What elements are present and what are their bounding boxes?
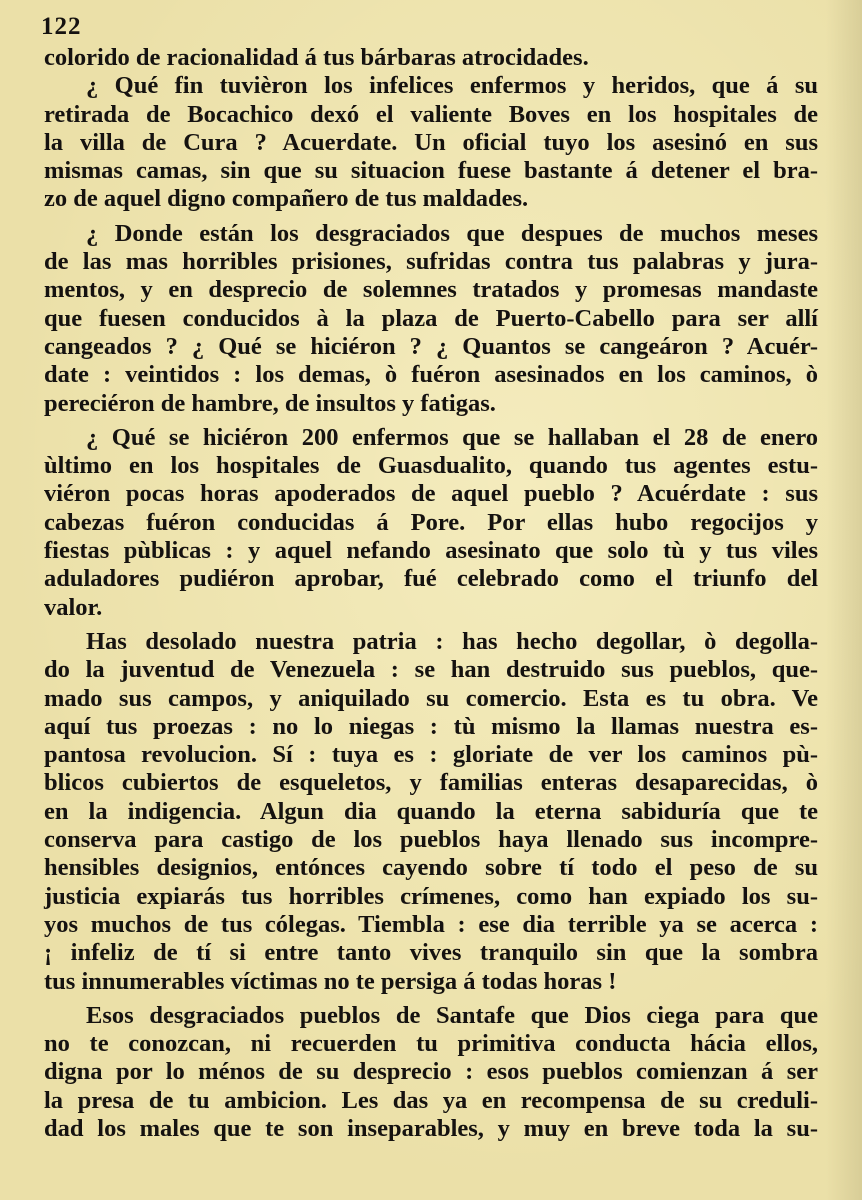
- page-edge-shadow: [826, 0, 862, 1200]
- text-line: pantosa revolucion. Sí : tuya es : gloriate de ver los caminos pù-: [44, 741, 818, 769]
- text-line: hensibles designios, entónces cayendo sobre tí todo el peso de su: [44, 854, 818, 882]
- text-line: aduladores pudiéron aprobar, fué celebrado como el triunfo del: [44, 565, 818, 593]
- text-line: cabezas fuéron conducidas á Pore. Por ellas hubo regocijos y: [44, 508, 818, 536]
- text-line: Has desolado nuestra patria : has hecho degollar, ò degolla-: [86, 627, 818, 655]
- text-line: ¿ Qué se hiciéron 200 enfermos que se hallaban el 28 de enero: [86, 423, 818, 451]
- text-line: mado sus campos, y aniquilado su comercio. Esta es tu obra. Ve: [44, 684, 818, 712]
- text-line: dad los males que te son inseparables, y muy en breve toda la su-: [44, 1114, 818, 1142]
- text-line: valor.: [44, 593, 103, 621]
- text-line: mismas camas, sin que su situacion fuese bastante á detener el bra-: [44, 157, 818, 185]
- text-line: que fuesen conducidos à la plaza de Puerto-Cabello para ser allí: [44, 304, 818, 332]
- text-line: justicia expiarás tus horribles crímenes, como han expiado los su-: [44, 882, 818, 910]
- text-line: Esos desgraciados pueblos de Santafe que Dios ciega para que: [86, 1001, 818, 1029]
- text-line: la villa de Cura ? Acuerdate. Un oficial tuyo los asesinó en sus: [44, 128, 818, 156]
- text-line: viéron pocas horas apoderados de aquel pueblo ? Acuérdate : sus: [44, 480, 818, 508]
- text-line: digna por lo ménos de su desprecio : esos pueblos comienzan á ser: [44, 1058, 818, 1086]
- text-line: zo de aquel digno compañero de tus maldades.: [44, 185, 529, 213]
- text-line: ¿ Qué fin tuvièron los infelices enfermos y heridos, que á su: [86, 72, 818, 100]
- text-line: mentos, y en desprecio de solemnes tratados y promesas mandaste: [44, 276, 818, 304]
- text-line: do la juventud de Venezuela : se han destruido sus pueblos, que-: [44, 656, 818, 684]
- text-line: de las mas horribles prisiones, sufridas contra tus palabras y jura-: [44, 248, 818, 276]
- text-line: colorido de racionalidad á tus bárbaras atrocidades.: [44, 44, 589, 71]
- text-line: conserva para castigo de los pueblos haya llenado sus incompre-: [44, 826, 818, 854]
- text-line: blicos cubiertos de esqueletos, y familias enteras desaparecidas, ò: [44, 769, 818, 797]
- page-number: 122: [41, 13, 82, 40]
- text-line: cangeados ? ¿ Qué se hiciéron ? ¿ Quantos se cangeáron ? Acuér-: [44, 332, 818, 360]
- text-line: tus innumerables víctimas no te persiga á todas horas !: [44, 967, 617, 995]
- text-line: no te conozcan, ni recuerden tu primitiva conducta hácia ellos,: [44, 1030, 818, 1058]
- text-line: en la indigencia. Algun dia quando la eterna sabiduría que te: [44, 797, 818, 825]
- body-text: [44, 44, 818, 1143]
- text-line: ùltimo en los hospitales de Guasdualito, quando tus agentes estu-: [44, 452, 818, 480]
- text-line: ¡ infeliz de tí si entre tanto vives tranquilo sin que la sombra: [44, 939, 818, 967]
- text-line: date : veintidos : los demas, ò fuéron asesinados en los caminos, ò: [44, 361, 818, 389]
- text-line: ¿ Donde están los desgraciados que despues de muchos meses: [86, 219, 818, 247]
- text-line: la presa de tu ambicion. Les das ya en recompensa de su creduli-: [44, 1086, 818, 1114]
- text-line: aquí tus proezas : no lo niegas : tù mismo la llamas nuestra es-: [44, 712, 818, 740]
- text-line: yos muchos de tus cólegas. Tiembla : ese dia terrible ya se acerca :: [44, 910, 818, 938]
- text-line: fiestas pùblicas : y aquel nefando asesinato que solo tù y tus viles: [44, 537, 818, 565]
- text-line: pereciéron de hambre, de insultos y fatigas.: [44, 389, 496, 417]
- text-line: retirada de Bocachico dexó el valiente Boves en los hospitales de: [44, 100, 818, 128]
